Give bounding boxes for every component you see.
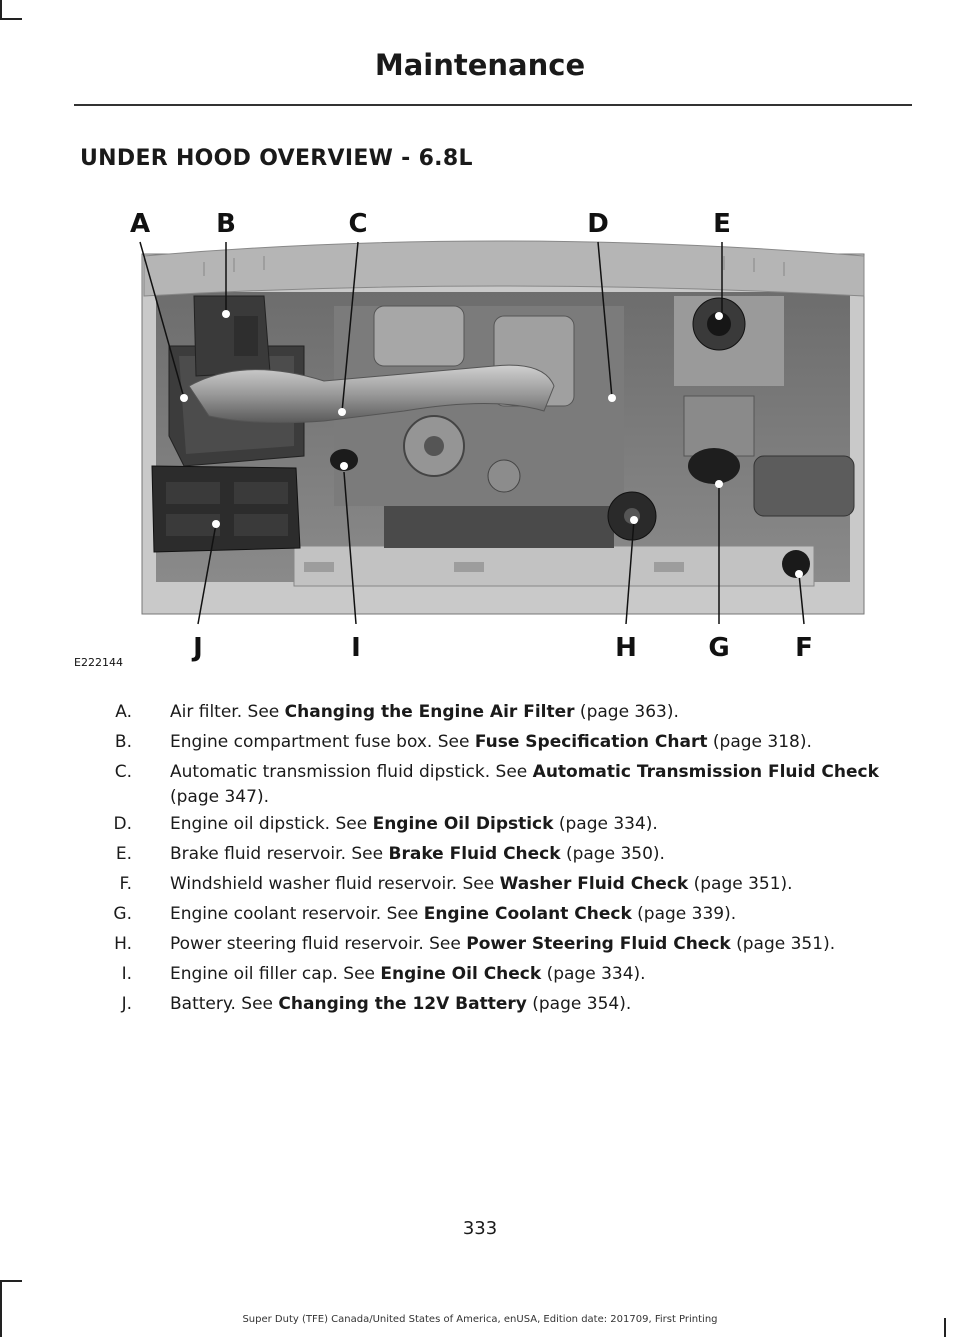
callout-f: F — [795, 633, 813, 663]
legend-text: Engine oil filler cap. See Engine Oil Check (page 334). — [170, 964, 646, 984]
legend-link: Power Steering Fluid Check — [466, 934, 731, 954]
legend-text: Engine coolant reservoir. See Engine Coolant Check (page 339). — [170, 904, 737, 924]
legend-link: Changing the 12V Battery — [278, 994, 527, 1014]
legend-text: Engine compartment fuse box. See Fuse Specification Chart (page 318). — [170, 732, 812, 752]
legend-letter: B. — [114, 732, 132, 752]
legend-text: Power steering fluid reservoir. See Power Steering Fluid Check (page 351). — [170, 934, 836, 954]
legend-link: Engine Coolant Check — [423, 904, 632, 924]
legend-text: Air filter. See Changing the Engine Air Filter (page 363). — [170, 702, 679, 722]
legend-letter: A. — [115, 702, 132, 722]
legend-link: Automatic Transmission Fluid Check — [532, 762, 879, 782]
crop-mark-bottom-left-v — [0, 1280, 2, 1337]
callout-g: G — [708, 633, 730, 663]
crop-mark-top-left-v — [0, 0, 2, 20]
legend-letter: C. — [114, 762, 132, 782]
page-heading: UNDER HOOD OVERVIEW - 6.8L — [80, 146, 473, 171]
callout-d: D — [587, 209, 609, 239]
header-rule — [74, 104, 912, 106]
callout-b: B — [216, 209, 236, 239]
legend-text: Windshield washer fluid reservoir. See Washer Fluid Check (page 351). — [170, 874, 793, 894]
crop-mark-bottom-left-h — [0, 1280, 22, 1282]
callout-j: J — [193, 633, 203, 663]
engine-bay-illustration — [74, 196, 914, 672]
legend-letter: H. — [114, 934, 132, 954]
legend-letter: D. — [113, 814, 132, 834]
legend-letter: E. — [115, 844, 132, 864]
section-title: Maintenance — [374, 48, 586, 82]
callout-c: C — [348, 209, 368, 239]
legend-letter: G. — [113, 904, 132, 924]
legend-letter: J. — [121, 994, 132, 1014]
legend-link: Brake Fluid Check — [388, 844, 561, 864]
legend-link: Washer Fluid Check — [499, 874, 689, 894]
crop-mark-top-left-h — [0, 18, 22, 20]
callout-i: I — [351, 633, 361, 663]
legend-letter: F. — [119, 874, 132, 894]
legend-link: Engine Oil Check — [380, 964, 542, 984]
legend-text: Automatic transmission fluid dipstick. See Automatic Transmission Fluid Check (page 347). — [170, 762, 879, 807]
legend-text: Brake fluid reservoir. See Brake Fluid Check (page 350). — [170, 844, 665, 864]
page-number: 333 — [462, 1218, 498, 1239]
legend-link: Engine Oil Dipstick — [372, 814, 554, 834]
callout-h: H — [615, 633, 637, 663]
engine-bay-figure — [74, 196, 914, 672]
callout-a: A — [129, 209, 151, 239]
callout-e: E — [713, 209, 731, 239]
legend-text: Engine oil dipstick. See Engine Oil Dipstick (page 334). — [170, 814, 658, 834]
legend-letter: I. — [121, 964, 132, 984]
legend-link: Fuse Specification Chart — [474, 732, 708, 752]
legend-text: Battery. See Changing the 12V Battery (page 354). — [170, 994, 632, 1014]
legend-link: Changing the Engine Air Filter — [284, 702, 575, 722]
figure-id: E222144 — [74, 656, 123, 669]
edition-footer: Super Duty (TFE) Canada/United States of America, enUSA, Edition date: 201709, First Printing — [242, 1314, 718, 1325]
